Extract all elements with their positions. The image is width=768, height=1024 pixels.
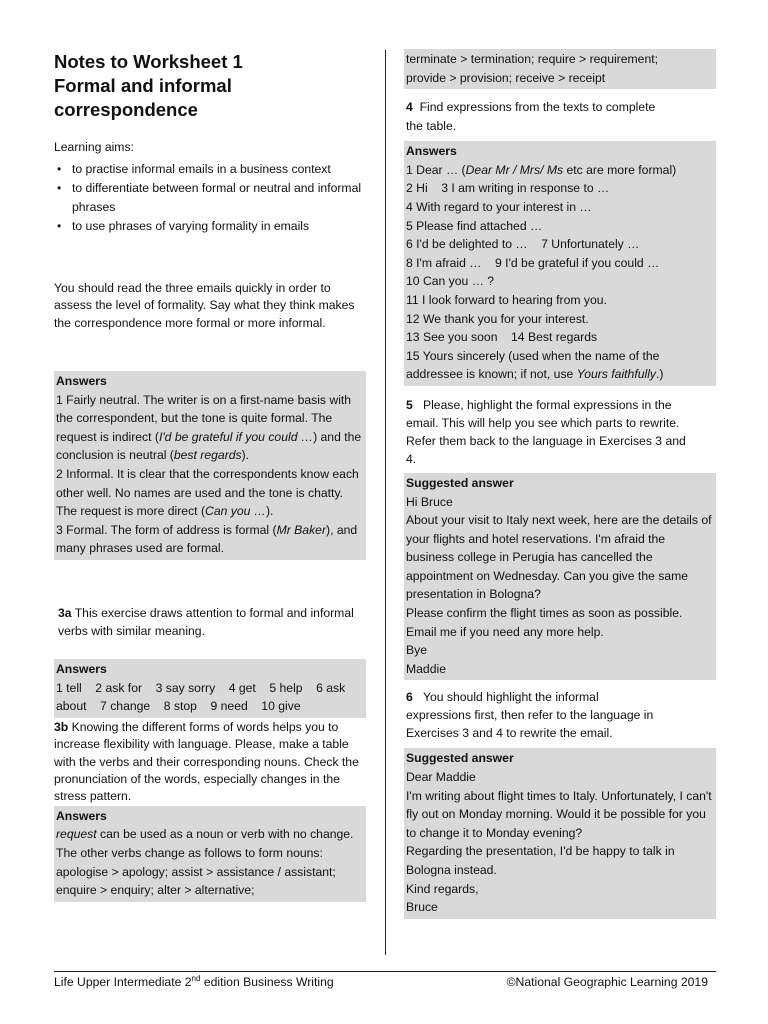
answers-3b-line-4: provide > provision; receive > receipt [406,70,606,85]
aims-item: • to differentiate between formal or neutral and informal phrases [54,179,366,217]
column-divider [385,50,386,955]
answers-heading: Answers [406,144,457,159]
left-column [54,50,366,902]
answers-heading: Answers [56,374,107,388]
answer-5-line-2: Please confirm the flight times as soon as possible. [406,606,683,621]
answer-6-closing: Kind regards, [406,881,479,896]
answers-3b-text: request can be used as a noun or verb with no change. The other verbs change as follows to form nouns: [56,827,354,860]
answer-5-greeting: Hi Bruce [406,494,453,509]
answer-4-line-10: 13 See you soon 14 Best regards [406,330,598,345]
answer-4-line-1: 1 Dear … (Dear Mr / Mrs/ Ms etc are more formal) [406,162,677,177]
title-line-1: Notes to Worksheet 1 [54,51,243,72]
title-line-3: correspondence [54,99,198,120]
aims-list [54,160,366,236]
answers-box-3b [54,806,366,902]
answers-box-3a [54,659,366,718]
answer-4-line-11: 15 Yours sincerely (used when the name of the addressee is known; if not, use Yours faithfully.) [406,348,664,382]
answer-6-body-2: Regarding the presentation, I'd be happy to talk in Bologna instead. [406,844,675,877]
learning-aims [54,138,366,236]
aims-item: • to use phrases of varying formality in emails [54,217,366,236]
answer-4-line-5: 6 I'd be delighted to … 7 Unfortunately … [406,237,640,252]
exercise-3a: 3a This exercise draws attention to formal and informal verbs with similar meaning. [58,605,354,639]
answer-2: 2 Informal. It is clear that the correspondents know each other well. No names are used and the tone is chatty. The request is more direct (Can you …). [56,466,359,519]
answers-3a-line-1: 1 tell 2 ask for 3 say sorry 4 get 5 help 6 ask [56,680,346,695]
answers-box-1 [54,371,366,560]
page-title [54,50,366,122]
answers-heading: Answers [56,808,107,823]
answer-5-closing: Bye [406,643,428,658]
aims-heading: Learning aims: [54,140,134,154]
footer-course-title: Life Upper Intermediate 2nd edition Business Writing [54,973,334,989]
answer-4-line-3: 4 With regard to your interest in … [406,199,592,214]
answers-3b-line-2: enquire > enquiry; alter > alternative; [56,883,255,898]
answer-5-body: About your visit to Italy next week, here are the details of your flights and hotel reservations. I'm afraid the business college in Perugia has cancelled the appointment on Wednesday. Can you give the same presentation in Bologna? [406,513,712,602]
answers-box-4 [404,141,716,386]
answer-4-line-4: 5 Please find attached … [406,218,543,233]
suggested-answer-box-6 [404,748,716,918]
answer-4-line-9: 12 We thank you for your interest. [406,311,589,326]
answer-1: 1 Fairly neutral. The writer is on a first-name basis with the correspondent, but the tone is quite formal. The request is indirect (I'd be grateful if you could …) and the conclusion is neutral (best regards). [56,392,362,463]
exercise-5: 5 Please, highlight the formal expressions in the email. This will help you see which parts to rewrite. Refer them back to the language in Exercises 3 and 4. [406,397,686,466]
answers-box-3b-continued [404,49,716,89]
answers-3a-line-2: about 7 change 8 stop 9 need 10 give [56,699,301,714]
answers-3b-line-1: apologise > apology; assist > assistance / assistant; [56,864,336,879]
suggested-answer-heading: Suggested answer [406,475,514,490]
answers-3b-line-3: terminate > termination; require > requirement; [406,52,658,66]
footer-rule [54,971,716,972]
answer-5-line-3: Email me if you need any more help. [406,624,604,639]
answer-4-line-8: 11 I look forward to hearing from you. [406,292,607,307]
answer-4-line-2: 2 Hi 3 I am writing in response to … [406,181,610,196]
right-column [404,49,716,919]
title-line-2: Formal and informal [54,75,232,96]
answer-6-body: I'm writing about flight times to Italy. Unfortunately, I can't fly out on Monday morning. Would it be possible for you to change it to Monday evening? [406,788,712,840]
exercise-6: 6 You should highlight the informal expressions first, then refer to the language in Exercises 3 and 4 to rewrite the email. [406,690,654,741]
answer-6-name: Bruce [406,900,438,915]
answer-5-name: Maddie [406,661,446,676]
exercise-4: 4 Find expressions from the texts to complete the table. [406,100,656,133]
footer-copyright: ©National Geographic Learning 2019 [506,975,708,989]
suggested-answer-box-5 [404,473,716,681]
intro-paragraph: You should read the three emails quickly in order to assess the level of formality. Say what they think makes the correspondence more formal or more informal. [54,280,355,330]
answers-heading: Answers [56,661,107,676]
answer-6-greeting: Dear Maddie [406,770,476,785]
exercise-3b: 3b Knowing the different forms of words helps you to increase flexibility with language. Please, make a table with the verbs and their corresponding nouns. Check the pronunciation of the words, especially changes in the stress pattern. [54,719,359,804]
answer-4-line-7: 10 Can you … ? [406,274,495,289]
suggested-answer-heading: Suggested answer [406,751,514,766]
answer-3: 3 Formal. The form of address is formal (Mr Baker), and many phrases used are formal. [56,522,358,556]
answer-4-line-6: 8 I'm afraid … 9 I'd be grateful if you could … [406,255,660,270]
aims-item: • to practise informal emails in a business context [54,160,366,179]
